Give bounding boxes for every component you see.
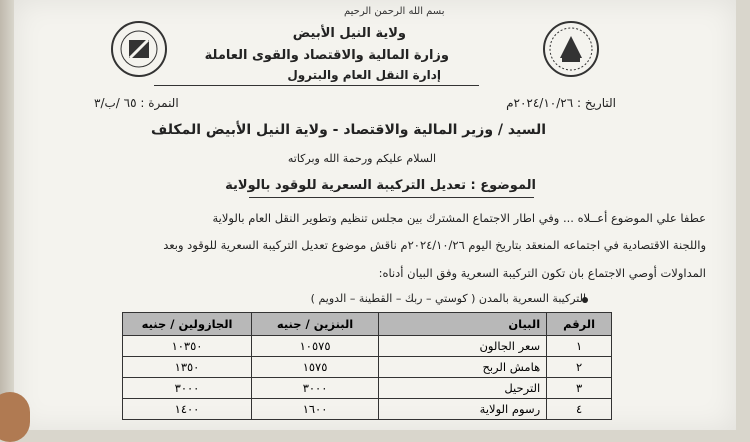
table-row [123, 378, 612, 399]
table-cell: ١ [547, 336, 612, 357]
state-name: ولاية النيل الأبيض [292, 26, 406, 41]
letter-date: التاريخ : ٢٠٢٤/١٠/٢٦م [506, 96, 616, 110]
paragraph-line: عطفا علي الموضوع أعــلاه ... وفي اطار الاجتماع المشترك بين مجلس تنظيم وتطوير النقل العام بالولاية [212, 211, 706, 225]
table-cell: ٣٠٠٠ [123, 378, 252, 399]
column-header: البيان [379, 313, 547, 336]
ministry-name: وزارة المالية والاقتصاد والقوى العاملة [204, 48, 449, 63]
table-cell: ٤ [547, 399, 612, 420]
paragraph-line: واللجنة الاقتصادية في اجتماعه المنعقد بتاريخ اليوم ٢٠٢٤/١٠/٢٦م ناقش موضوع تعديل التركيبة السعرية للوقود وبعد [163, 238, 706, 252]
bullet-text: التركيبة السعرية بالمدن ( كوستي – ربك – القطينة – الدويم ) [310, 292, 586, 305]
table-row [123, 399, 612, 420]
finger [0, 392, 30, 442]
addressee: السيد / وزير المالية والاقتصاد - ولاية النيل الأبيض المكلف [151, 122, 546, 138]
table-cell: ١٠٥٧٥ [252, 336, 379, 357]
paragraph-line: المداولات أوصي الاجتماع بان تكون التركيبة السعرية وفق البيان أدناه: [378, 266, 706, 280]
table-cell: الترحيل [379, 378, 547, 399]
header-divider [154, 85, 479, 86]
subject-line: الموضوع : تعديل التركيبة السعرية للوقود بالولاية [225, 178, 536, 193]
table-header-row [123, 313, 612, 336]
table-cell: ٣ [547, 378, 612, 399]
subject-underline [249, 197, 534, 198]
table-cell: ١٦٠٠ [252, 399, 379, 420]
reference-number: النمرة : ٦٥ /ب/٣ [94, 96, 179, 110]
letter-page [14, 0, 736, 430]
column-header: الجازولين / جنيه [123, 313, 252, 336]
table-cell: هامش الربح [379, 357, 547, 378]
column-header: الرقم [547, 313, 612, 336]
table-cell: ١٠٣٥٠ [123, 336, 252, 357]
table-cell: ١٥٧٥ [252, 357, 379, 378]
table-cell: ١٣٥٠ [123, 357, 252, 378]
table-cell: ١٤٠٠ [123, 399, 252, 420]
ministry-seal-icon [110, 20, 168, 78]
state-emblem-icon [542, 20, 600, 78]
table-row [123, 336, 612, 357]
price-table [122, 312, 612, 420]
table-row [123, 357, 612, 378]
table-cell: سعر الجالون [379, 336, 547, 357]
column-header: البنزين / جنيه [252, 313, 379, 336]
table-cell: ٣٠٠٠ [252, 378, 379, 399]
table-cell: رسوم الولاية [379, 399, 547, 420]
bismillah: بسم الله الرحمن الرحيم [344, 6, 445, 17]
table-cell: ٢ [547, 357, 612, 378]
page-edge [0, 0, 14, 430]
department-name: إدارة النقل العام والبترول [287, 68, 441, 82]
greeting: السلام عليكم ورحمة الله وبركاته [287, 152, 436, 165]
